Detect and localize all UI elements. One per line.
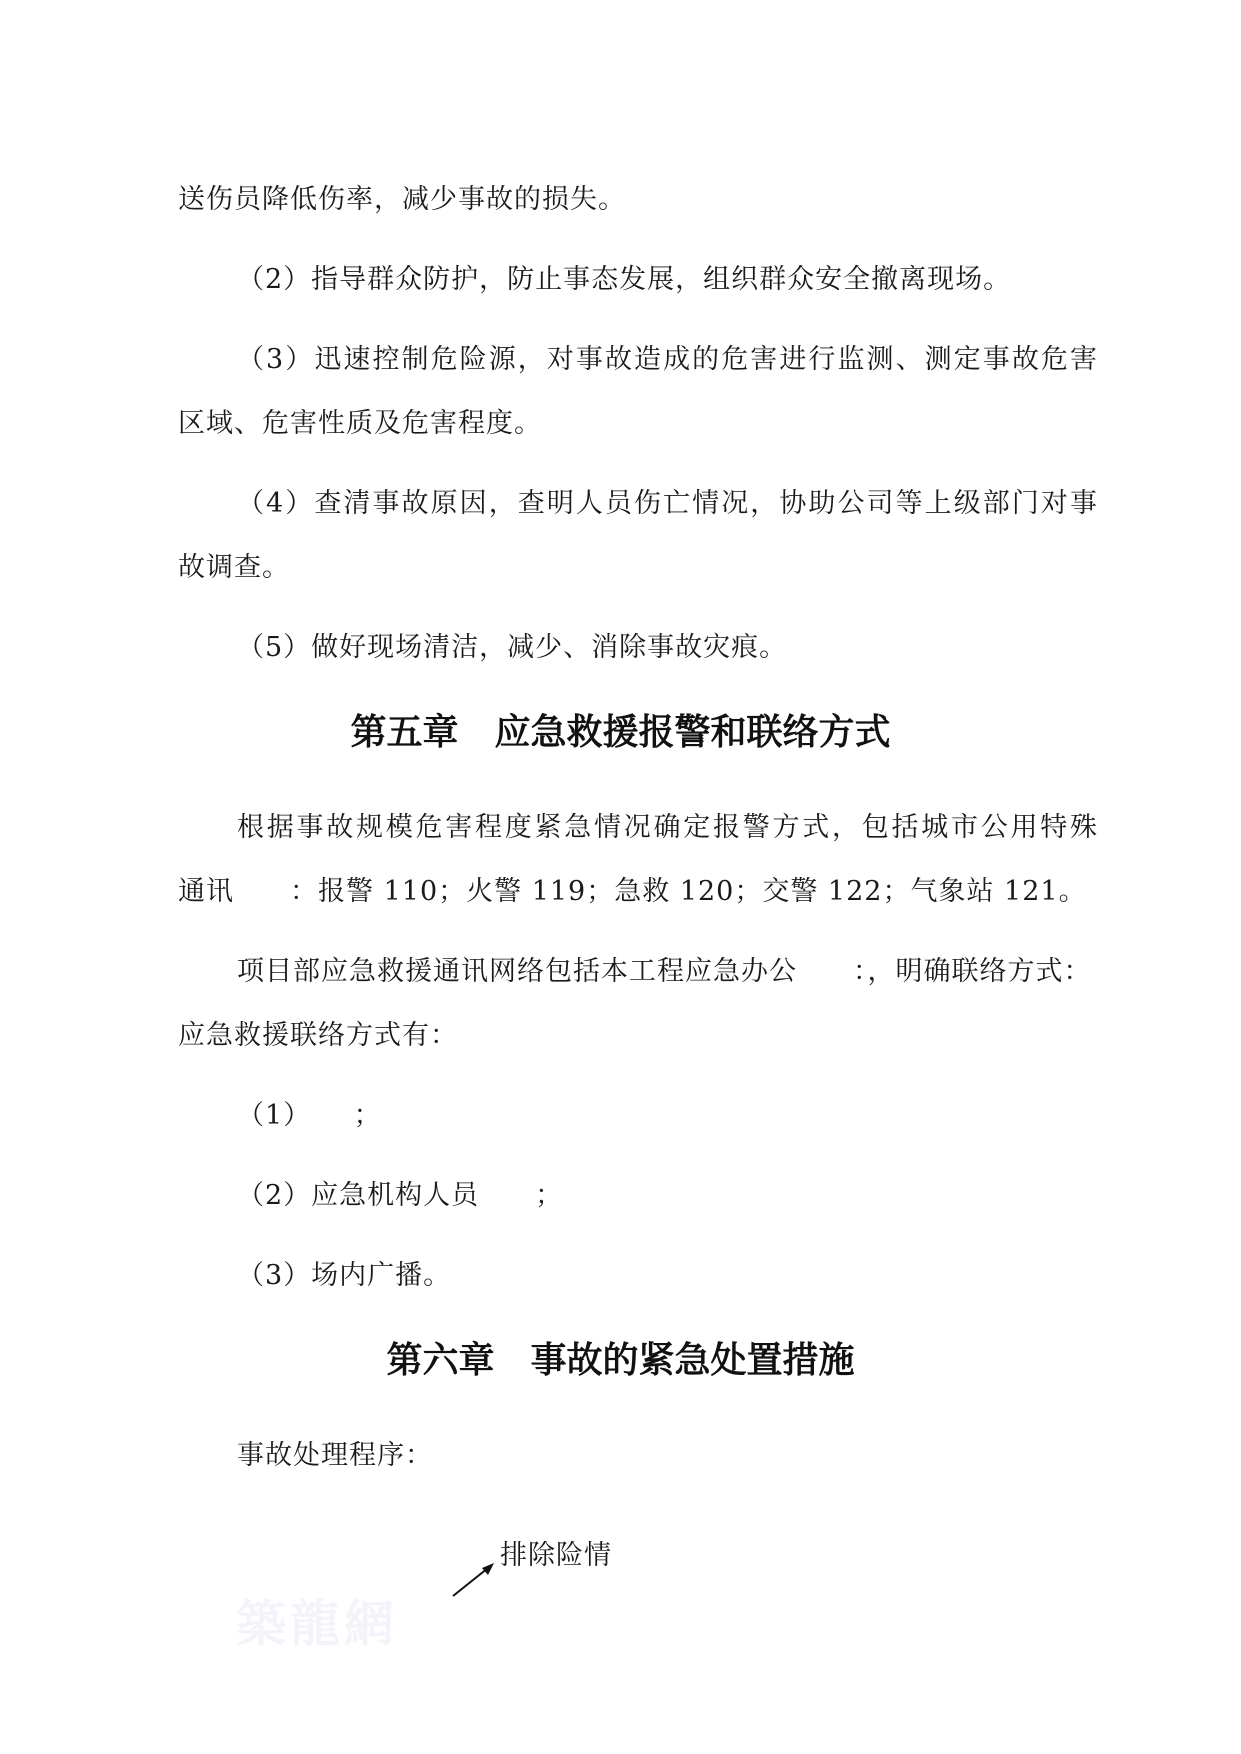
item-3-line-1: （3）迅速控制危险源，对事故造成的危害进行监测、测定事故危害 [237,344,1098,375]
watermark: 築龍網 [236,1594,398,1653]
contact-item-3: （3）场内广播。 [237,1260,452,1291]
body-line-1: 送伤员降低伤率，减少事故的损失。 [178,184,626,215]
item-4-line-2: 故调查。 [178,552,290,583]
flow-step-label: 排除险情 [500,1540,612,1571]
chapter-5-heading: 第五章 应急救援报警和联络方式 [350,712,891,753]
contact-item-2: （2）应急机构人员 ； [237,1180,564,1211]
chapter-5-para-1-line-1: 根据事故规模危害程度紧急情况确定报警方式，包括城市公用特殊 [237,812,1098,843]
contact-item-1: （1） ； [237,1100,382,1131]
procedure-label: 事故处理程序： [237,1440,433,1471]
chapter-5-para-1-line-2: 通讯 ：报警 110；火警 119；急救 120；交警 122；气象站 121。 [178,876,1087,907]
item-3-line-2: 区域、危害性质及危害程度。 [178,408,542,439]
item-2: （2）指导群众防护，防止事态发展，组织群众安全撤离现场。 [237,264,1012,295]
chapter-5-para-2-line-2: 应急救援联络方式有： [178,1020,458,1051]
item-4-line-1: （4）查清事故原因，查明人员伤亡情况，协助公司等上级部门对事 [237,488,1098,519]
chapter-6-heading: 第六章 事故的紧急处置措施 [386,1340,855,1381]
item-5: （5）做好现场清洁，减少、消除事故灾痕。 [237,632,788,663]
chapter-5-para-2-line-1: 项目部应急救援通讯网络包括本工程应急办公 ：，明确联络方式： [237,956,1092,987]
flow-arrow-icon [450,1560,498,1600]
